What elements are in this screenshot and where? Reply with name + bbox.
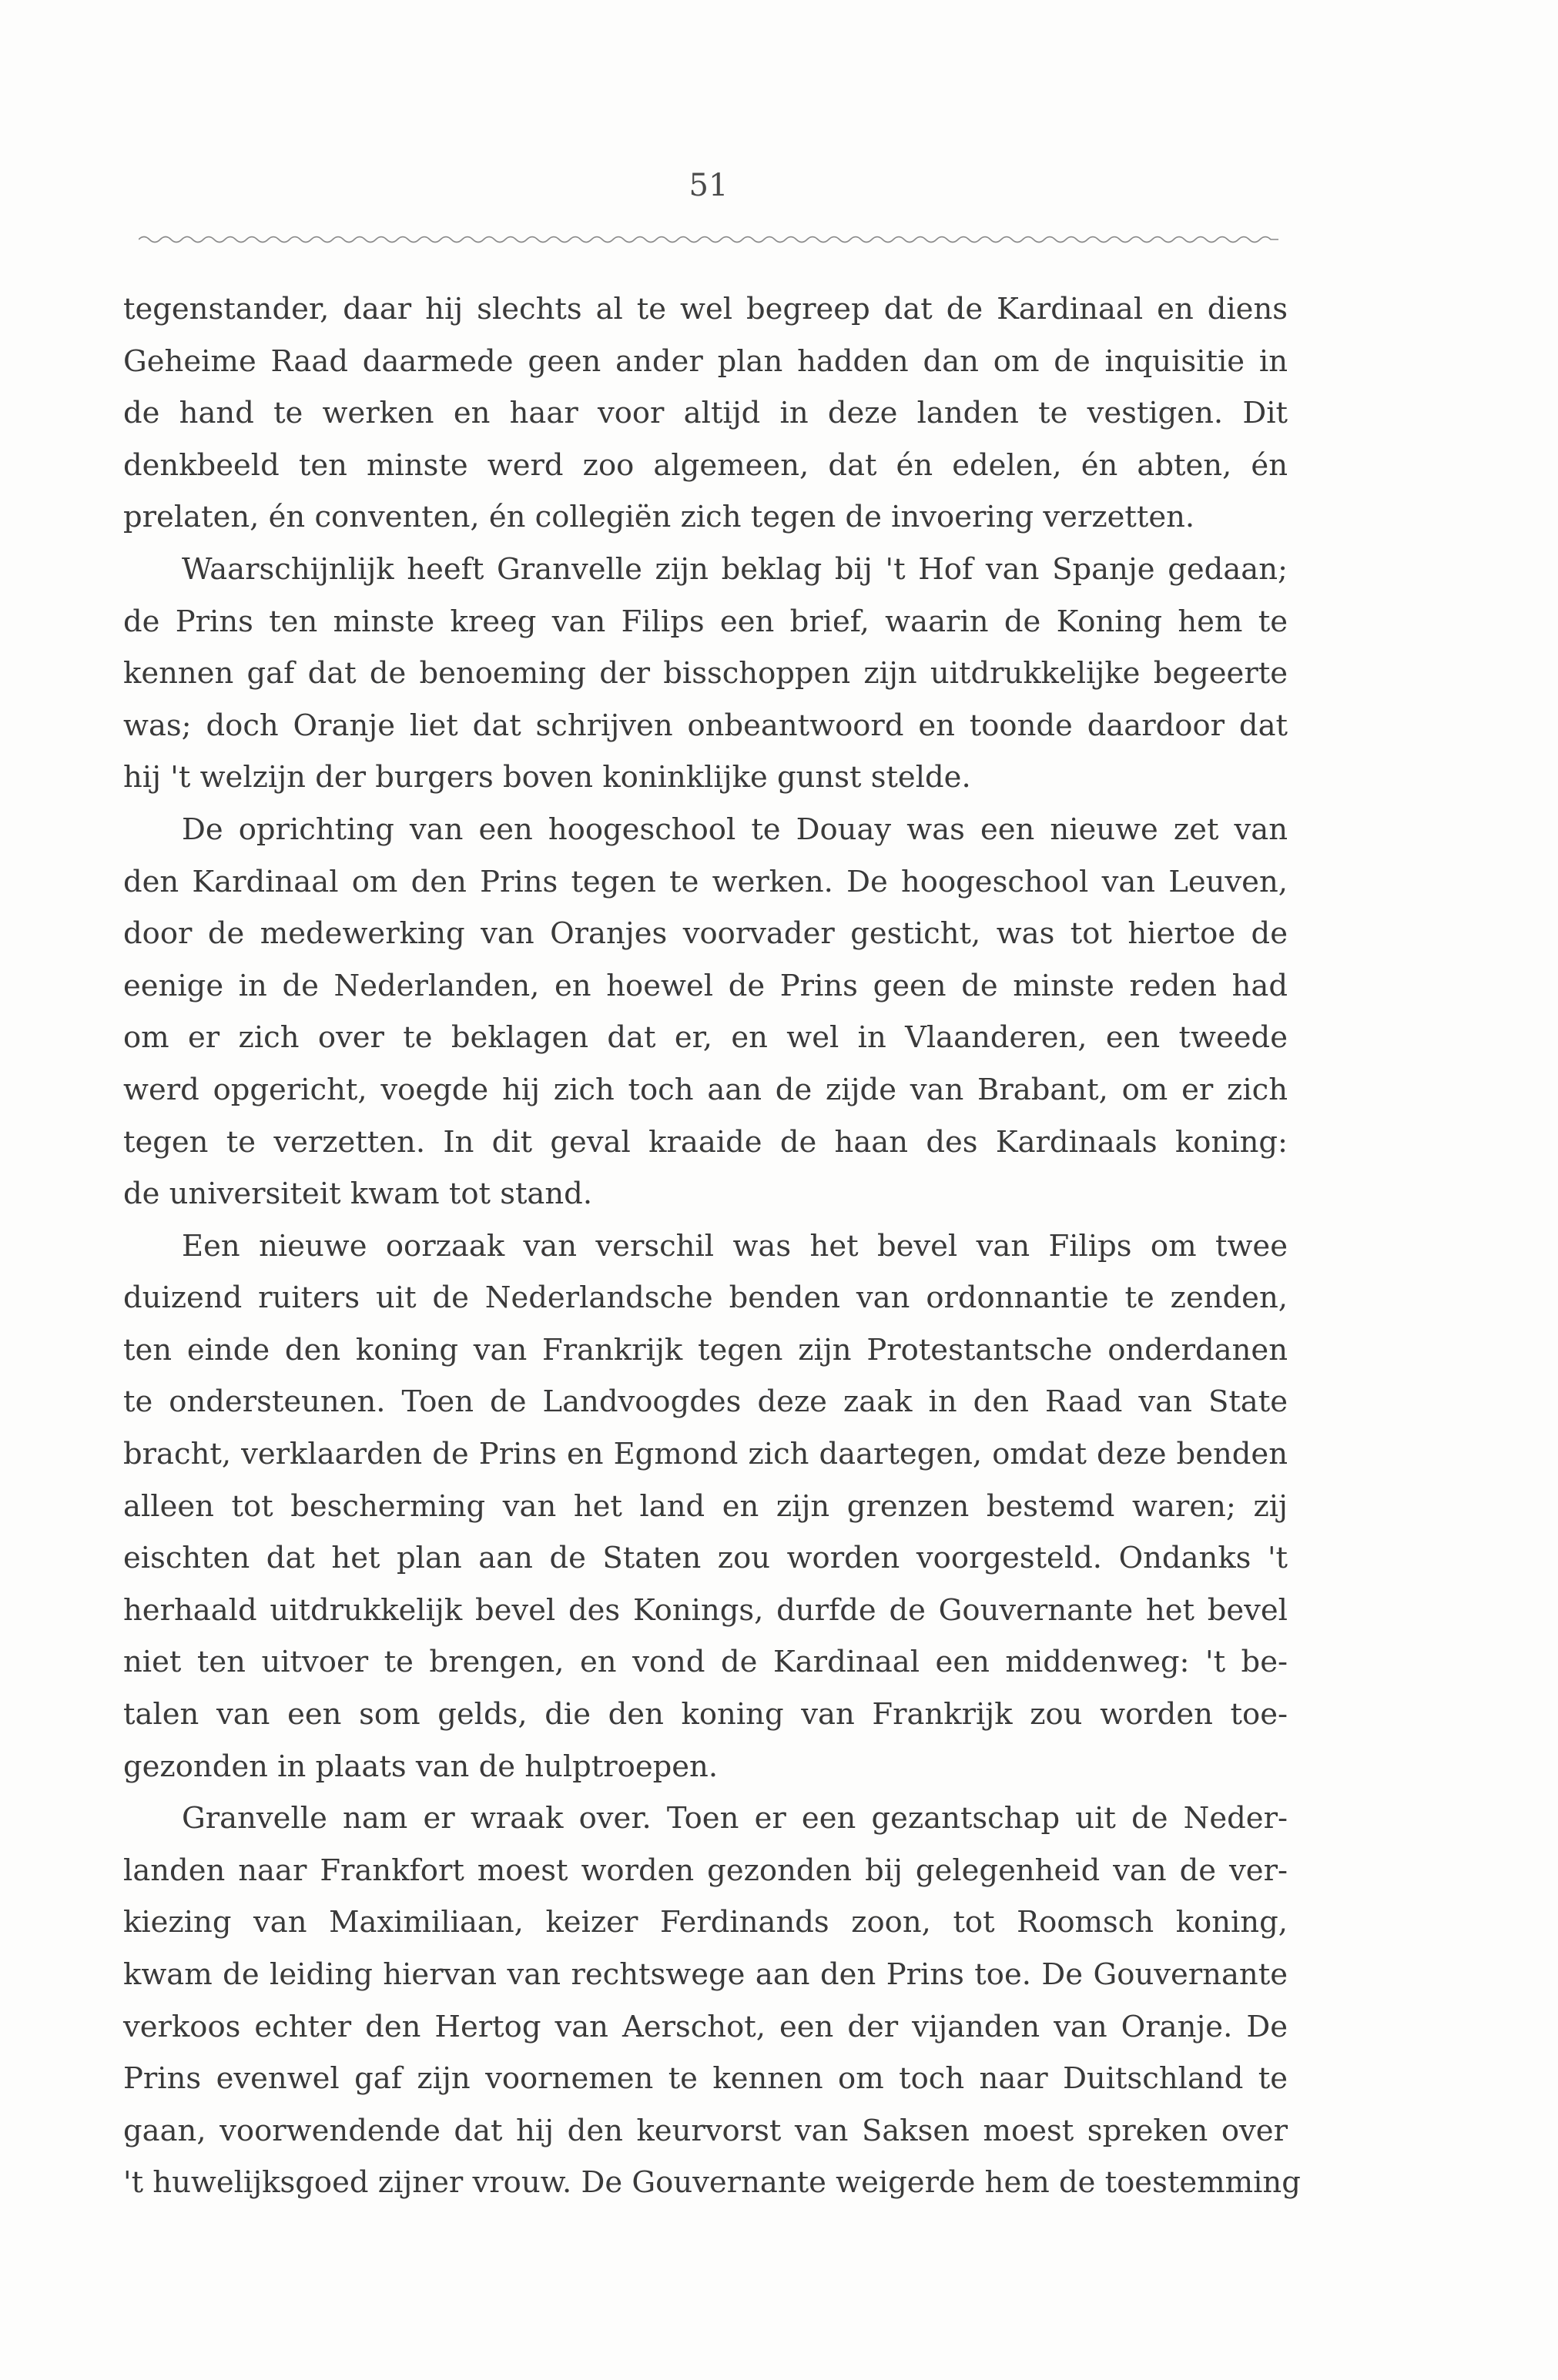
text-line: duizend ruiters uit de Nederlandsche benden van ordonnantie te zenden, <box>123 1280 1288 1316</box>
text-line: de Prins ten minste kreeg van Filips een brief, waarin de Koning hem te <box>123 604 1288 639</box>
text-line: tegenstander, daar hij slechts al te wel begreep dat de Kardinaal en diens <box>123 292 1288 326</box>
text-line: hij 't welzijn der burgers boven koninklijke gunst stelde. <box>123 760 971 795</box>
text-line: kennen gaf dat de benoeming der bisschoppen zijn uitdrukkelijke begeerte <box>123 656 1288 691</box>
text-line: kwam de leiding hiervan van rechtswege aan den Prins toe. De Gouvernante <box>123 1957 1288 1992</box>
paragraph <box>123 544 1288 804</box>
paragraph <box>123 1793 1301 2209</box>
text-line: Prins evenwel gaf zijn voornemen te kennen om toch naar Duitschland te <box>123 2061 1288 2097</box>
text-line: Waarschijnlijk heeft Granvelle zijn beklag bij 't Hof van Spanje gedaan; <box>182 551 1288 587</box>
body-text <box>123 283 1301 2209</box>
text-line: de universiteit kwam tot stand. <box>123 1177 593 1212</box>
text-line: eenige in de Nederlanden, en hoewel de Prins geen de minste reden had <box>123 968 1288 1003</box>
paragraph <box>123 804 1288 1220</box>
text-line: eischten dat het plan aan de Staten zou worden voorgesteld. Ondanks 't <box>123 1541 1288 1576</box>
text-line: denkbeeld ten minste werd zoo algemeen, dat én edelen, én abten, én <box>123 447 1288 483</box>
text-line: te ondersteunen. Toen de Landvoogdes deze zaak in den Raad van State <box>123 1384 1288 1420</box>
text-line: De oprichting van een hoogeschool te Douay was een nieuwe zet van <box>182 812 1288 847</box>
text-line: alleen tot bescherming van het land en zijn grenzen bestemd waren; zij <box>123 1488 1288 1524</box>
text-line: bracht, verklaarden de Prins en Egmond zich daartegen, omdat deze benden <box>123 1437 1288 1472</box>
text-line: werd opgericht, voegde hij zich toch aan de zijde van Brabant, om er zich <box>123 1072 1288 1107</box>
text-line: herhaald uitdrukkelijk bevel des Konings, durfde de Gouvernante het bevel <box>123 1592 1288 1628</box>
text-line: gaan, voorwendende dat hij den keurvorst van Saksen moest spreken over <box>123 2113 1288 2148</box>
text-line: Geheime Raad daarmede geen ander plan hadden dan om de inquisitie in <box>123 343 1288 379</box>
text-line: Een nieuwe oorzaak van verschil was het bevel van Filips om twee <box>182 1228 1288 1264</box>
text-line: kiezing van Maximiliaan, keizer Ferdinands zoon, tot Roomsch koning, <box>123 1905 1288 1940</box>
text-line: landen naar Frankfort moest worden gezonden bij gelegenheid van de ver- <box>123 1853 1288 1888</box>
text-line: tegen te verzetten. In dit geval kraaide de haan des Kardinaals koning: <box>123 1124 1288 1160</box>
paragraph <box>123 1220 1288 1793</box>
text-line: talen van een som gelds, die den koning van Frankrijk zou worden toe- <box>123 1697 1288 1732</box>
paragraph <box>123 283 1288 544</box>
text-line: ten einde den koning van Frankrijk tegen zijn Protestantsche onderdanen <box>123 1332 1288 1367</box>
text-line: den Kardinaal om den Prins tegen te werken. De hoogeschool van Leuven, <box>123 864 1288 899</box>
text-line: om er zich over te beklagen dat er, en wel in Vlaanderen, een tweede <box>123 1020 1288 1056</box>
text-line: 't huwelijksgoed zijner vrouw. De Gouvernante weigerde hem de toestemming <box>123 2165 1301 2201</box>
text-line: was; doch Oranje liet dat schrijven onbeantwoord en toonde daardoor dat <box>123 708 1288 743</box>
text-line: gezonden in plaats van de hulptroepen. <box>123 1749 719 1784</box>
text-line: de hand te werken en haar voor altijd in deze landen te vestigen. Dit <box>123 396 1288 431</box>
text-line: niet ten uitvoer te brengen, en vond de Kardinaal een middenweg: 't be- <box>123 1645 1288 1680</box>
page-number: 51 <box>689 168 729 203</box>
text-line: prelaten, én conventen, én collegiën zich tegen de invoering verzetten. <box>123 500 1195 535</box>
text-line: door de medewerking van Oranjes voorvader gesticht, was tot hiertoe de <box>123 916 1288 952</box>
text-line: Granvelle nam er wraak over. Toen er een gezantschap uit de Neder- <box>182 1801 1288 1836</box>
wavy-rule-line <box>139 237 1278 243</box>
text-line: verkoos echter den Hertog van Aerschot, een der vijanden van Oranje. De <box>123 2009 1288 2044</box>
header-wavy-rule <box>139 231 1278 248</box>
